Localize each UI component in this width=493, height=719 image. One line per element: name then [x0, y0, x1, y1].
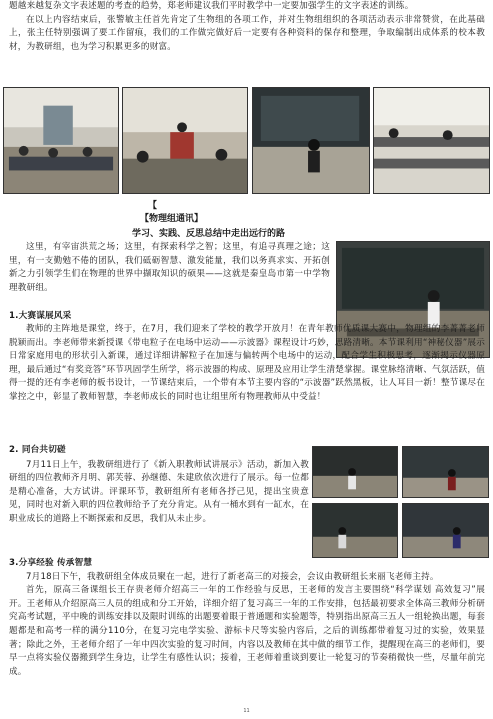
teacher-photo-2: [402, 446, 489, 498]
meeting-photo-4: [373, 87, 490, 194]
section-3-body-2: 首先，原高三备课组长王存贵老师介绍高三一年的工作经验与反思，王老师的发言主要围绕“科学谋划 高效复习”展开。王老师从介绍原高三人员的组成和分工开始，详细介绍了复习高三一年的工作安排，包括最初要求全体高三教师分析研究高考试题，平中晚的训练安排以及限时训练的出题要着眼于普通题和实验题等，特别指出原高三五人一组轮换出题，每套题都是和高考一样的满分110分，在复习完电学实验、游标卡尺等实验内容后，之后的训练都带着复习过的实验，效果显著；除此之外，王老师介绍了一年中四次实验的复习时间，内容以及教师在其中做的细节工作，提醒现在高三的老师们，要早一点将实验仪器搬到学生身边，让学生有感性认识；接着，王老师着重谈到要让一轮复习的节奏稍微快一些，尽量年前完成。: [9, 585, 485, 677]
section-3-heading: 3.分享经验 传承智慧: [9, 558, 93, 568]
summary-paragraph: 在以上内容结束后，张警敏主任首先肯定了生物组的各项工作，并对生物组组织的各项活动表示非常赞赏，在此基础上，张主任特别强调了要工作留痕，我们的工作做完做好后一定要有各种资料的保存和整理，争取编制出成体系的校本教材，为教研组，也为学习积累更多的财富。: [9, 14, 485, 52]
section-3-body: 7月18日下午，我教研组全体成员聚在一起，进行了新老高三的对接会，会议由教研组长来丽飞老师主持。: [26, 571, 439, 582]
section-2-block: [9, 444, 309, 527]
section-1-heading-block: [9, 310, 330, 324]
meeting-photo-1: [3, 87, 119, 194]
teacher-photo-4: [402, 503, 489, 558]
section-2-body: 7月11日上午，我教研组进行了《新入职教师试讲展示》活动，新加入教研组的四位教师齐月明、郭芙蓉、孙继德、朱建欣依次进行了展示。每一位都是精心准备，大方试讲。评课环节，教研组所有老师各抒己见，提出宝贵意见，同时也对新入职的四位教师给予了充分肯定。从有一桶水到有一缸水，在职业成长的道路上不断探索和反思，我们从未止步。: [9, 459, 309, 524]
intro-block: [9, 241, 330, 295]
section-1-heading: 1.大赛谋展风采: [9, 311, 72, 321]
section-title: 学习、实践、反思总结中走出远行的路: [132, 229, 286, 239]
bracket-mark: 【: [148, 201, 158, 211]
teacher-photo-1: [312, 446, 398, 498]
meeting-photo-2: [122, 87, 248, 194]
section-3-block: [9, 557, 485, 679]
page-number: 11: [243, 708, 250, 714]
top-text-block: [9, 0, 485, 54]
intro-paragraph: 这里，有宰宙洪荒之场；这里，有探索科学之智；这里，有追寻真理之途；这里，有一支勤勉不倦的团队，我们砥砺智慧、激发能量，我们以务真求实、开拓创新之力引领学生们在物理的世界中撷取知识的硕果——这就是秦皇岛市第一中学物理教研组。: [9, 242, 330, 293]
teacher-photo-3: [312, 503, 398, 558]
section-label: 【物理组通讯】: [140, 214, 204, 224]
section-1-body-block: [9, 323, 485, 405]
meeting-photo-3: [252, 87, 370, 194]
top-line: 题越来越复杂文字表述题的考查的趋势，郑老师建议我们平时教学中一定要加强学生的文字表述的训练。: [9, 1, 414, 11]
section-1-body: 教师的主阵地是课堂，终于，在7月，我们迎来了学校的教学开放月！在青年教师优质课大赛中，物理组的李菁菁老师脱颖而出。李老师带来新授课《带电粒子在电场中运动——示波器》课程设计巧妙，思路清晰。本节课利用“神秘仪器”展示日常家庭用电的形状引入新课，通过详细讲解粒子在加速与偏转两个电场中的运动，配合学生积极思考，逐渐揭示仪器原理，最后通过“有奖竞答”环节巩固学生所学，将示波器的构成、原理及应用让学生清楚掌握。课堂脉络清晰、气氛活跃，值得一提的还有李老师的板书设计，一节课结束后，一个带有本节主要内容的“示波器”跃然黑板，让人耳目一新！整节课尽在掌控之中，彰显了教师智慧，李老师成长的同时也让组里所有物理教师从中受益！: [9, 324, 485, 402]
section-2-heading: 2. 同台共切磋: [9, 445, 66, 455]
